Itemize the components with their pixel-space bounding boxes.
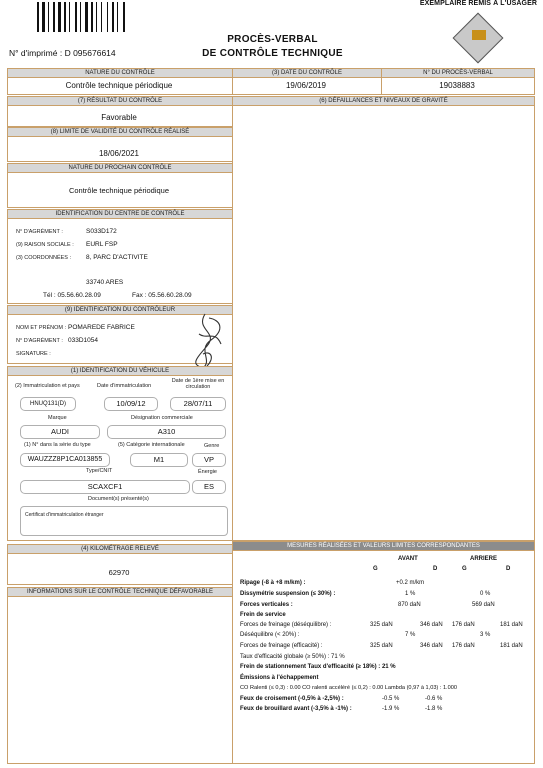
validity-header: (8) LIMITE DE VALIDITÉ DU CONTRÔLE RÉALISÉ xyxy=(7,127,233,137)
mileage-value: 62970 xyxy=(108,568,130,577)
signature-scribble xyxy=(185,310,229,372)
designation-label: Désignation commerciale xyxy=(131,415,193,421)
brouillard-label: Feux de brouillard avant (-3,5% à -1%) : xyxy=(240,706,352,712)
defects-box xyxy=(232,105,535,541)
controller-agrement-value: 033D1054 xyxy=(68,337,98,344)
document-label: Document(s) présenté(s) xyxy=(88,496,149,502)
nature-header: NATURE DU CONTRÔLE xyxy=(7,68,233,78)
title-line-1: PROCÈS-VERBAL xyxy=(227,34,318,45)
circ-field: 28/07/11 xyxy=(170,397,226,411)
immat-label: (2) Immatriculation et pays xyxy=(15,383,80,389)
barcode-bar xyxy=(91,2,93,32)
centre-raison-value: EURL FSP xyxy=(86,241,118,248)
barcode-bar xyxy=(112,2,114,32)
unfavorable-header: INFORMATIONS SUR LE CONTRÔLE TECHNIQUE DÉFAVORABLE xyxy=(7,587,233,597)
freinage-eff-fd: 346 daN xyxy=(420,643,443,649)
brouillard-right: -1.8 % xyxy=(425,706,443,712)
dissym-rear: 0 % xyxy=(480,591,491,597)
forces-vert-rear: 569 daN xyxy=(472,602,495,608)
serie-field: WAUZZZ8P1CA013855 xyxy=(20,453,110,467)
barcode-bar xyxy=(37,2,39,32)
front-g-label: G xyxy=(373,566,378,572)
categorie-label: (5) Catégorie internationale xyxy=(118,442,185,448)
tel-value: 05.56.60.28.09 xyxy=(57,292,101,299)
barcode-bar xyxy=(48,2,49,32)
centre-coord-value: 8, PARC D'ACTIVITE xyxy=(86,254,148,261)
result-value: Favorable xyxy=(101,113,137,122)
first-reg-field: 10/09/12 xyxy=(104,397,158,411)
type-field: SCAXCF1 xyxy=(20,480,190,494)
document-value: Certificat d'immatriculation étranger xyxy=(25,512,104,518)
next-header: NATURE DU PROCHAIN CONTRÔLE xyxy=(7,163,233,173)
deseq-rear: 3 % xyxy=(480,632,491,638)
barcode-bar xyxy=(75,2,77,32)
pv-header: N° DU PROCÈS-VERBAL xyxy=(381,68,535,78)
emissions-label: Émissions à l'échappement xyxy=(240,675,319,681)
barcode-bar xyxy=(101,2,102,32)
freinage-eff-rg: 176 daN xyxy=(452,643,475,649)
croisement-right: -0.6 % xyxy=(425,696,443,702)
forces-vert-label: Forces verticales : xyxy=(240,602,293,608)
marque-field: AUDI xyxy=(20,425,100,439)
mileage-header: (4) KILOMÉTRAGE RELEVÉ xyxy=(7,544,233,554)
frein-service-label: Frein de service xyxy=(240,612,286,618)
barcode-bar xyxy=(53,2,55,32)
serie-label: (1) N° dans la série du type xyxy=(24,442,91,448)
ripage-value: +0.2 m/km xyxy=(396,580,425,586)
deseq-label: Déséquilibre (< 20%) : xyxy=(240,632,300,638)
rear-d-label: D xyxy=(506,566,511,572)
title-line-2: DE CONTRÔLE TECHNIQUE xyxy=(202,48,343,59)
genre-label: Genre xyxy=(204,443,220,449)
document-field xyxy=(20,506,228,536)
fax-value: 05.56.60.28.09 xyxy=(148,292,192,299)
controller-header: (9) IDENTIFICATION DU CONTRÔLEUR xyxy=(7,305,233,315)
defects-header: (6) DÉFAILLANCES ET NIVEAUX DE GRAVITÉ xyxy=(232,96,535,106)
printed-value: D 095676614 xyxy=(64,48,116,58)
marque-label: Marque xyxy=(48,415,67,421)
energie-field: ES xyxy=(192,480,226,494)
barcode-bar xyxy=(80,2,81,32)
freinage-deseq-fg: 325 daN xyxy=(370,622,393,628)
barcode-bar xyxy=(42,2,45,32)
forces-vert-front: 870 daN xyxy=(398,602,421,608)
copy-note: EXEMPLAIRE REMIS À L'USAGER xyxy=(419,0,537,7)
freinage-eff-fg: 325 daN xyxy=(370,643,393,649)
unfavorable-box xyxy=(7,596,233,764)
date-value: 19/06/2019 xyxy=(285,81,327,90)
circ-label: Date de 1ère mise en circulation xyxy=(171,378,225,390)
barcode-bar xyxy=(123,2,125,32)
centre-coord-label: (3) COORDONNÉES : xyxy=(16,255,72,261)
dissym-label: Dissymétrie suspension (≤ 30%) : xyxy=(240,591,336,597)
measures-header: MESURES RÉALISÉES ET VALEURS LIMITES CORRESPONDANTES xyxy=(232,541,535,551)
vehicle-header: (1) IDENTIFICATION DU VÉHICULE xyxy=(7,366,233,376)
freinage-eff-label: Forces de freinage (efficacité) : xyxy=(240,643,323,649)
fax-label: Fax : xyxy=(132,292,147,299)
freinage-deseq-label: Forces de freinage (déséquilibre) : xyxy=(240,622,332,628)
barcode-bar xyxy=(85,2,88,32)
date-header: (3) DATE DU CONTRÔLE xyxy=(232,68,382,78)
barcode-bar xyxy=(96,2,97,32)
deseq-front: 7 % xyxy=(405,632,416,638)
signature-label: SIGNATURE : xyxy=(16,351,51,357)
centre-city: 33740 ARES xyxy=(86,279,124,286)
barcode-bar xyxy=(117,2,118,32)
printed-number xyxy=(9,48,116,58)
avant-label: AVANT xyxy=(398,556,418,562)
centre-raison-label: (9) RAISON SOCIALE : xyxy=(16,242,74,248)
freinage-deseq-fd: 346 daN xyxy=(420,622,443,628)
result-header: (7) RÉSULTAT DU CONTRÔLE xyxy=(7,96,233,106)
centre-header: IDENTIFICATION DU CENTRE DE CONTRÔLE xyxy=(7,209,233,219)
taux-global: Taux d'efficacité globale (≥ 50%) : 71 % xyxy=(240,654,345,660)
validity-value: 18/06/2021 xyxy=(98,149,140,158)
centre-agrement-label: N° D'AGRÉMENT : xyxy=(16,229,63,235)
pv-value: 19038883 xyxy=(439,81,475,90)
first-reg-label: Date d'immatriculation xyxy=(97,383,152,389)
barcode-bar xyxy=(107,2,108,32)
centre-fax xyxy=(132,292,192,299)
freinage-eff-rd: 181 daN xyxy=(500,643,523,649)
barcode xyxy=(37,2,141,32)
front-d-label: D xyxy=(433,566,438,572)
tel-label: Tél : xyxy=(43,292,56,299)
controller-name-value: POMAREDE FABRICE xyxy=(68,324,135,331)
barcode-bar xyxy=(69,2,70,32)
controller-name-label: NOM ET PRÉNOM : xyxy=(16,325,67,331)
nature-value: Contrôle technique périodique xyxy=(65,81,173,90)
type-label: Type/CNIT xyxy=(86,468,113,474)
arriere-label: ARRIERE xyxy=(470,556,498,562)
barcode-bar xyxy=(58,2,61,32)
utac-logo-mark xyxy=(472,30,486,40)
croisement-label: Feux de croisement (-0,5% à -2,5%) : xyxy=(240,696,344,702)
immat-field: HNUQ131(D) xyxy=(20,397,76,411)
dissym-front: 1 % xyxy=(405,591,416,597)
centre-agrement-value: S033D172 xyxy=(86,228,117,235)
categorie-field: M1 xyxy=(130,453,188,467)
genre-field: VP xyxy=(192,453,226,467)
energie-label: Énergie xyxy=(198,469,217,475)
rear-g-label: G xyxy=(462,566,467,572)
next-value: Contrôle technique périodique xyxy=(68,186,170,195)
co-line: CO Ralenti (≤ 0,3) : 0.00 CO ralenti accéléré (≤ 0,2) : 0.00 Lambda (0,97 à 1,03) : 1.000 xyxy=(240,685,457,691)
brouillard-left: -1.9 % xyxy=(382,706,400,712)
barcode-bar xyxy=(64,2,66,32)
ripage-label: Ripage (-8 à +8 m/km) : xyxy=(240,580,306,586)
freinage-deseq-rd: 181 daN xyxy=(500,622,523,628)
centre-tel xyxy=(43,292,101,299)
freinage-deseq-rg: 176 daN xyxy=(452,622,475,628)
stationnement: Frein de stationnement Taux d'efficacité (≥ 18%) : 21 % xyxy=(240,664,396,670)
controller-agrement-label: N° D'AGRÉMENT : xyxy=(16,338,63,344)
croisement-left: -0.5 % xyxy=(382,696,400,702)
designation-field: A310 xyxy=(107,425,226,439)
printed-label: N° d'imprimé : xyxy=(9,48,63,58)
